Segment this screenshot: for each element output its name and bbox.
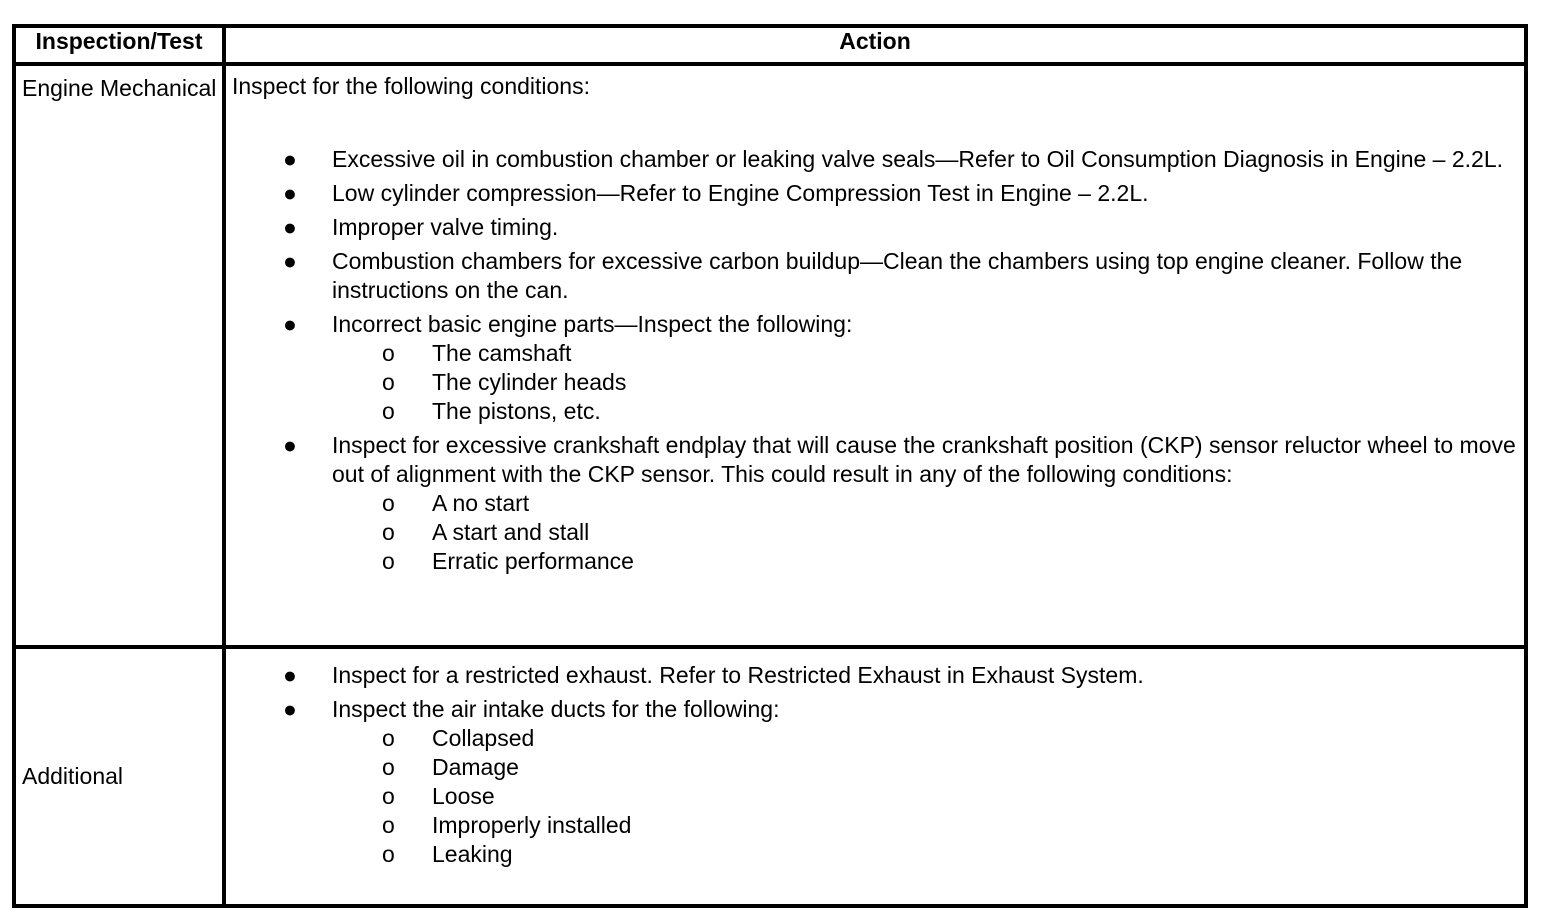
- inspection-table: [12, 24, 1528, 908]
- bullet-icon: ●: [283, 214, 297, 240]
- circle-bullet-icon: o: [382, 519, 395, 545]
- sub-list: [332, 489, 1518, 576]
- intro-text: Inspect for the following conditions:: [232, 73, 590, 99]
- bullet-list: [232, 145, 1518, 576]
- list-item-text: Excessive oil in combustion chamber or leaking valve seals—Refer to Oil Consumption Diagnosis in Engine – 2.2L.: [332, 146, 1504, 172]
- header-inspection-test: Inspection/Test: [14, 26, 224, 64]
- circle-bullet-icon: o: [382, 841, 395, 867]
- sub-list-item-text: Damage: [432, 754, 519, 780]
- list-item-text: Inspect for a restricted exhaust. Refer to Restricted Exhaust in Exhaust System.: [332, 662, 1144, 688]
- sub-list-item-text: Erratic performance: [432, 548, 634, 574]
- bullet-icon: ●: [283, 146, 297, 172]
- header-action: Action: [224, 26, 1526, 64]
- list-item-text: Improper valve timing.: [332, 214, 559, 240]
- bullet-icon: ●: [283, 248, 297, 274]
- table-row-additional: [14, 647, 1526, 906]
- sub-list-item: [332, 724, 1518, 753]
- list-item: [232, 695, 1518, 869]
- bullet-icon: ●: [283, 662, 297, 688]
- list-item: [232, 179, 1518, 208]
- list-item-text: Low cylinder compression—Refer to Engine Compression Test in Engine – 2.2L.: [332, 180, 1149, 206]
- circle-bullet-icon: o: [382, 754, 395, 780]
- row-action: [224, 647, 1526, 906]
- sub-list-item: [332, 753, 1518, 782]
- header-row: [14, 26, 1526, 64]
- list-item-text: Inspect the air intake ducts for the following:: [332, 696, 780, 722]
- list-item: [232, 431, 1518, 576]
- sub-list-item: [332, 489, 1518, 518]
- sub-list-item: [332, 782, 1518, 811]
- sub-list-item-text: The camshaft: [432, 340, 572, 366]
- list-item: [232, 247, 1518, 305]
- list-item-text: Inspect for excessive crankshaft endplay that will cause the crankshaft position (CKP) sensor reluctor wheel to move out of alignment with the CKP sensor. This could result in any of the following conditions:: [332, 432, 1516, 487]
- sub-list-item: [332, 840, 1518, 869]
- list-item: [232, 213, 1518, 242]
- sub-list: [332, 724, 1518, 869]
- table-row-engine-mechanical: [14, 64, 1526, 647]
- sub-list-item-text: The cylinder heads: [432, 369, 627, 395]
- list-item: [232, 145, 1518, 174]
- circle-bullet-icon: o: [382, 369, 395, 395]
- circle-bullet-icon: o: [382, 398, 395, 424]
- sub-list-item-text: A no start: [432, 490, 530, 516]
- sub-list-item-text: Improperly installed: [432, 812, 632, 838]
- sub-list-item-text: A start and stall: [432, 519, 590, 545]
- bullet-icon: ●: [283, 696, 297, 722]
- sub-list-item: [332, 339, 1518, 368]
- bullet-icon: ●: [283, 180, 297, 206]
- row-label: Additional: [14, 647, 224, 906]
- sub-list-item: [332, 518, 1518, 547]
- row-action: [224, 64, 1526, 647]
- list-item-text: Combustion chambers for excessive carbon buildup—Clean the chambers using top engine cleaner. Follow the instructions on the can.: [332, 248, 1463, 303]
- circle-bullet-icon: o: [382, 783, 395, 809]
- sub-list-item: [332, 811, 1518, 840]
- circle-bullet-icon: o: [382, 725, 395, 751]
- bullet-icon: ●: [283, 432, 297, 458]
- sub-list-item-text: Loose: [432, 783, 495, 809]
- sub-list-item-text: Leaking: [432, 841, 513, 867]
- circle-bullet-icon: o: [382, 340, 395, 366]
- sub-list-item-text: The pistons, etc.: [432, 398, 601, 424]
- list-item: [232, 661, 1518, 690]
- list-item: [232, 310, 1518, 426]
- sub-list-item-text: Collapsed: [432, 725, 535, 751]
- sub-list-item: [332, 547, 1518, 576]
- bullet-icon: ●: [283, 311, 297, 337]
- sub-list: [332, 339, 1518, 426]
- circle-bullet-icon: o: [382, 548, 395, 574]
- row-label: Engine Mechanical: [14, 64, 224, 647]
- bullet-list: [232, 661, 1518, 869]
- circle-bullet-icon: o: [382, 812, 395, 838]
- sub-list-item: [332, 397, 1518, 426]
- list-item-text: Incorrect basic engine parts—Inspect the following:: [332, 311, 853, 337]
- circle-bullet-icon: o: [382, 490, 395, 516]
- sub-list-item: [332, 368, 1518, 397]
